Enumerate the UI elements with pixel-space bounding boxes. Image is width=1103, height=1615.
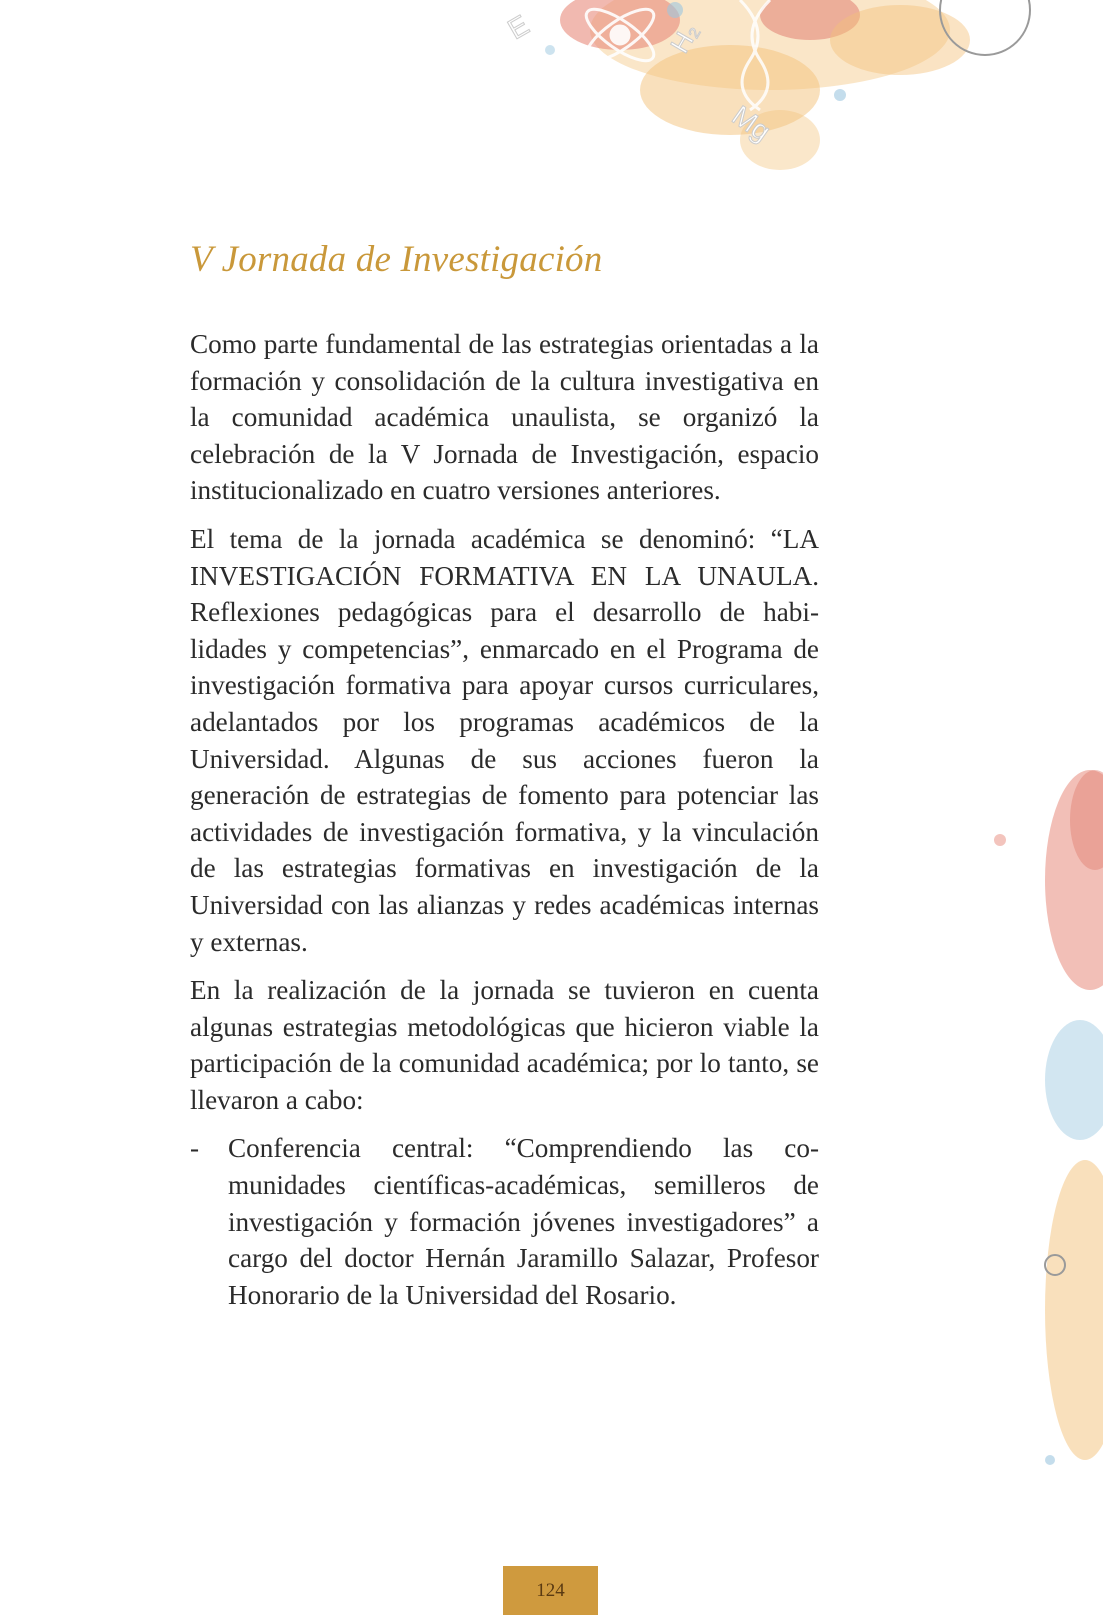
paragraph-theme	[190, 521, 819, 960]
bullet-dash: -	[190, 1133, 200, 1164]
top-decoration-illustration	[480, 0, 1103, 200]
element-label-mg: Mg	[726, 99, 777, 148]
paragraph-strategies: En la realización de la jornada se tuvieron en cuenta algunas estrategias metodológicas que hicieron viable la participación de la comunidad académica; por lo tanto, se llevaron a cabo:	[190, 975, 819, 1115]
theme-text-before: El tema de la jornada académica se denominó: “	[190, 523, 783, 554]
page-number: 124	[503, 1566, 598, 1615]
theme-title-smallcaps: LA INVESTIGACIÓN FORMATIVA EN LA UNAULA	[190, 523, 819, 591]
paragraph-intro: Como parte fundamental de las estrategias orientadas a la formación y consolidación de la cultura investigativa en la comunidad académica unaulista, se organizó la celebración de la V Jornada de Investigación, espacio institucionalizado en cuatro versiones anteriores.	[190, 329, 819, 506]
theme-text-after: . Reflexiones pedagógicas para el desarrollo de habilidades y competencias”, enmarcado en el Programa de investigación formativa para apoyar cursos curriculares, adelantados por los programas académicos de la Universidad. Algunas de sus acciones fueron la generación de estrategias de fomento para potenciar las actividades de investigación formativa, y la vinculación de las estrategias formativas en investigación de la Universidad con las alianzas y redes académicas internas y externas.	[190, 560, 819, 957]
list-item-text: Conferencia central: “Comprendiendo las comunidades científicas-académicas, semilleros de investigación y formación jóvenes investigadores” a cargo del doctor Hernán Jaramillo Salazar, Profesor Honorario de la Universidad del Rosario.	[228, 1133, 819, 1310]
element-label-e: E	[502, 9, 535, 46]
section-title: V Jornada de Investigación	[190, 239, 603, 280]
element-label-h2: H₂	[664, 17, 705, 59]
body-text	[190, 326, 819, 1313]
right-edge-decoration	[960, 760, 1103, 1560]
activities-list	[190, 1130, 819, 1313]
list-item	[190, 1130, 819, 1313]
